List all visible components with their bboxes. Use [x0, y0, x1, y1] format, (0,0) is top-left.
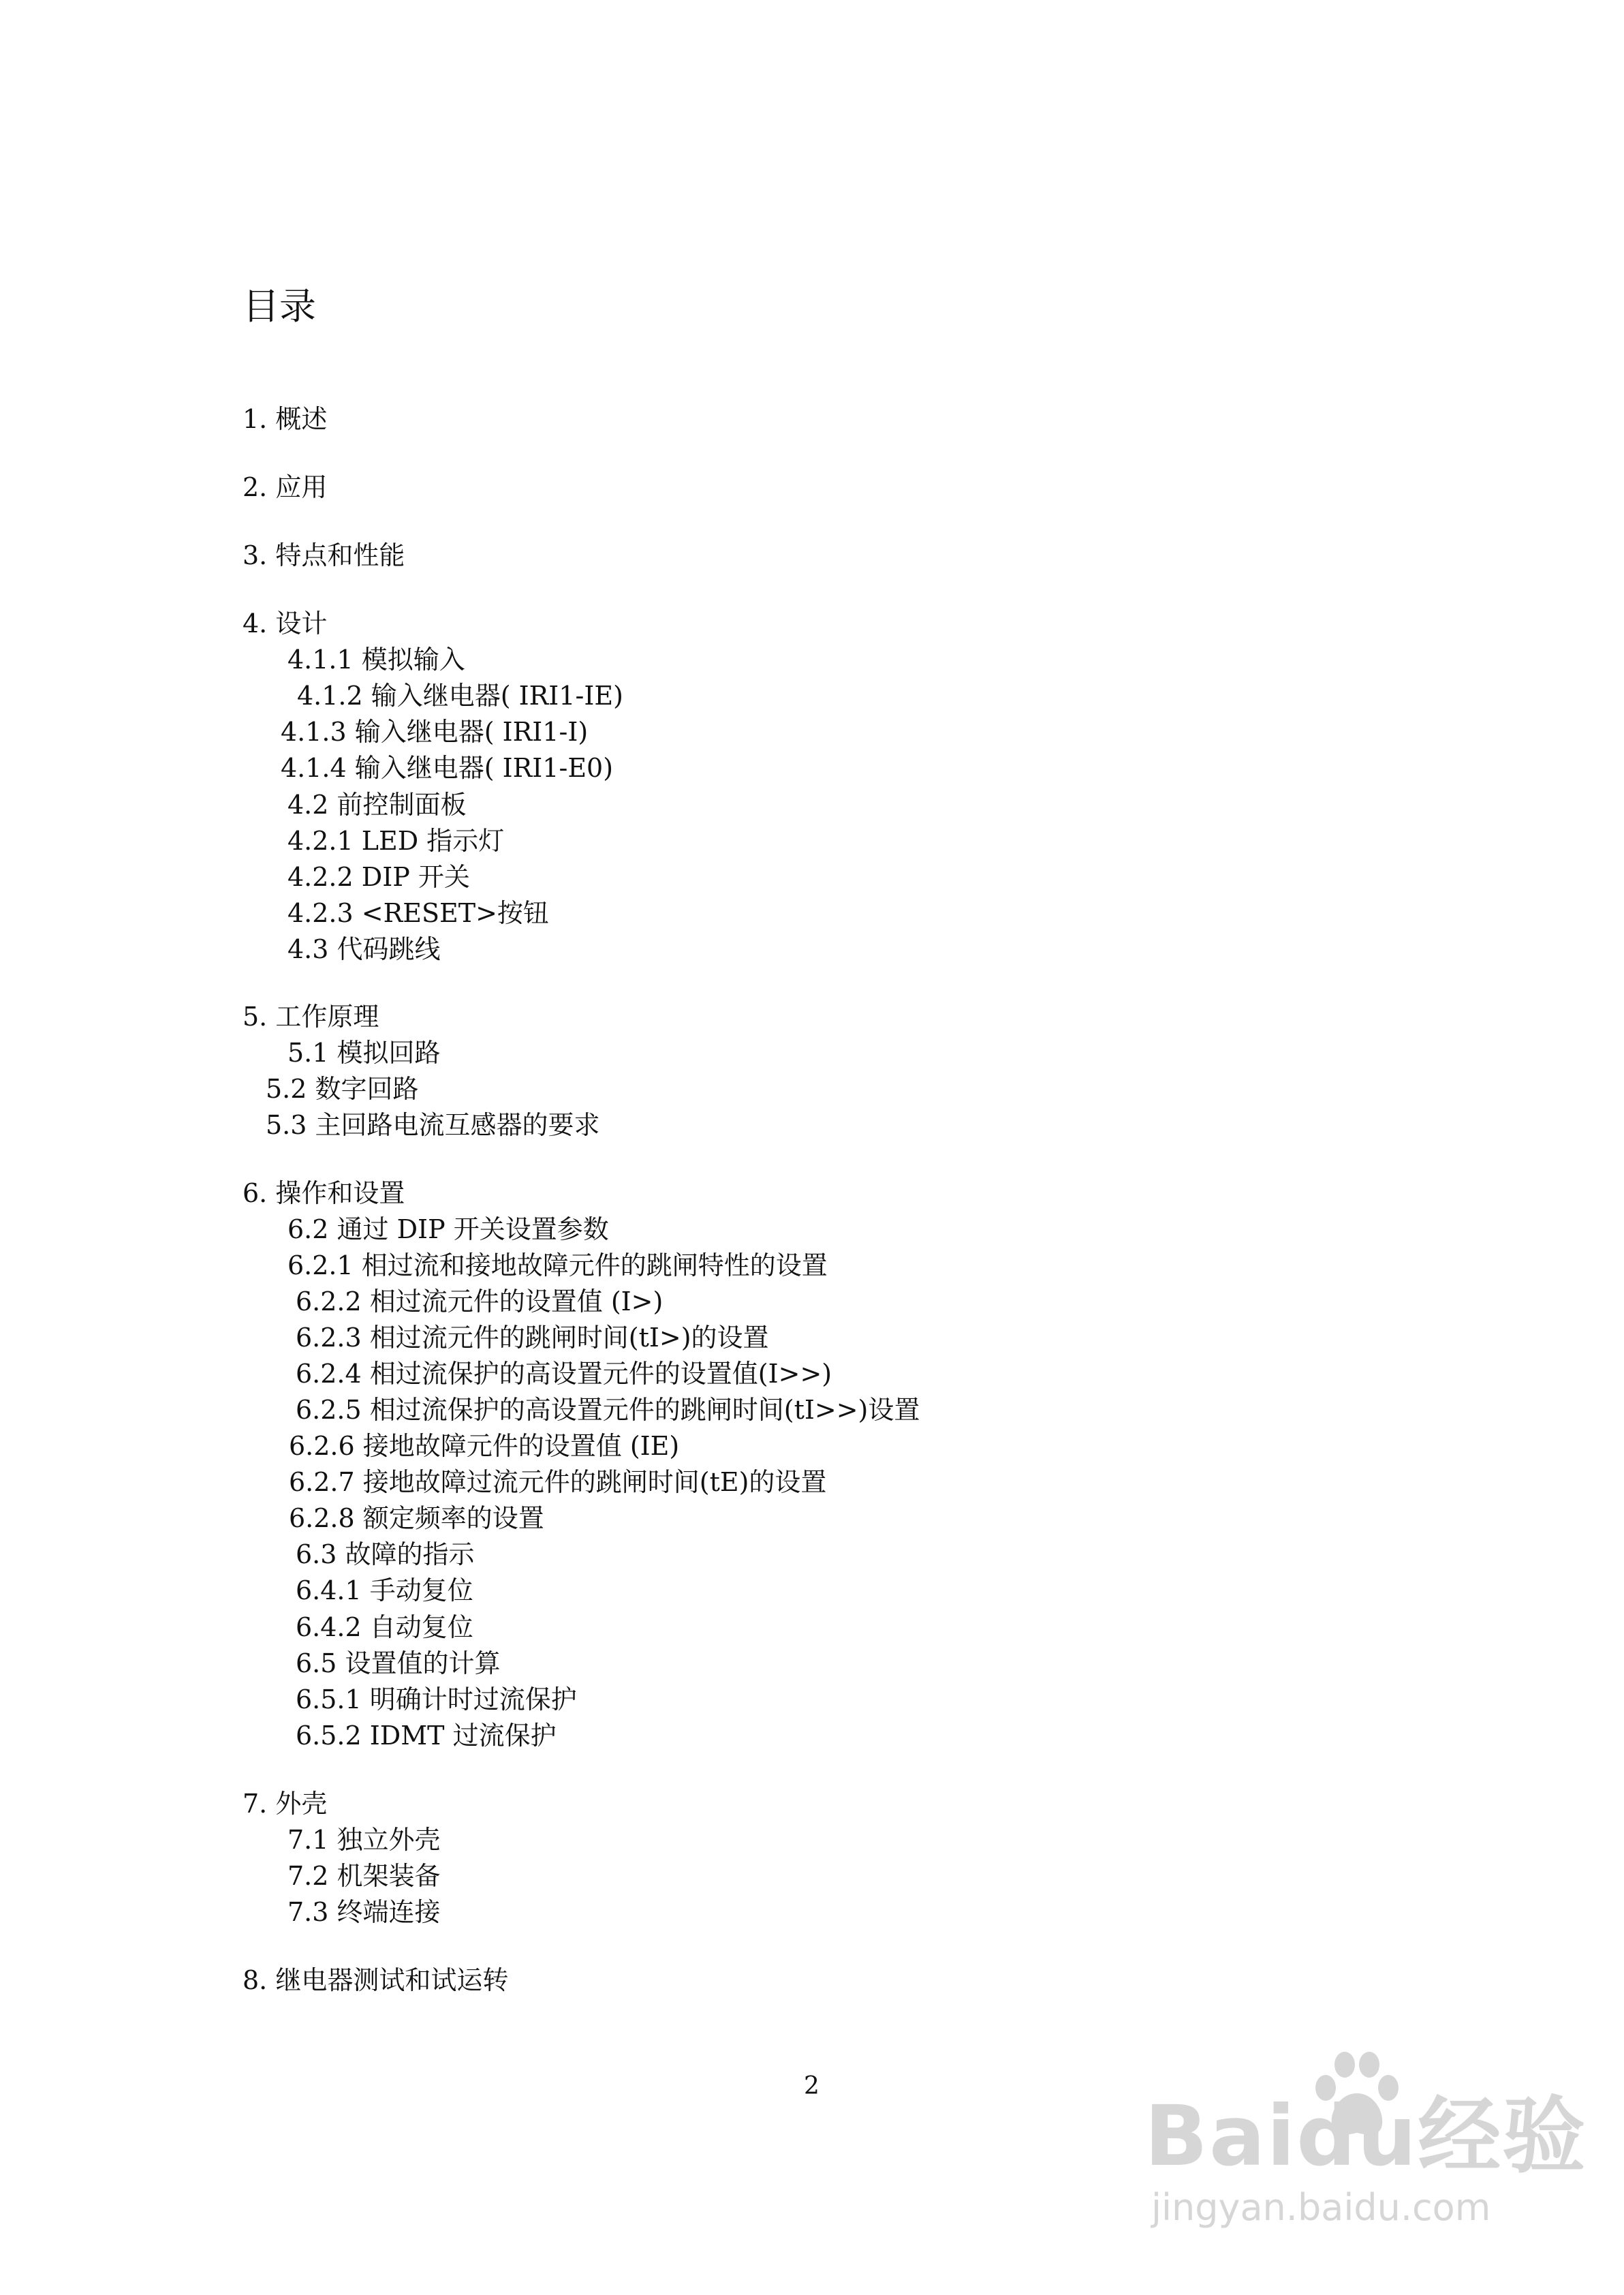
toc-entry-4-2-2: 4.2.2 DIP 开关: [287, 862, 470, 892]
toc-entry-8: 8. 继电器测试和试运转: [243, 1965, 509, 1995]
toc-entry-5-1: 5.1 模拟回路: [287, 1038, 441, 1068]
toc-entry-4-2: 4.2 前控制面板: [287, 790, 467, 820]
toc-entry-6-2-1: 6.2.1 相过流和接地故障元件的跳闸特性的设置: [287, 1250, 828, 1280]
watermark-url: jingyan.baidu.com: [1151, 2186, 1491, 2229]
toc-entry-2: 2. 应用: [243, 472, 328, 502]
watermark-logo: Baidu经验: [1144, 2088, 1587, 2185]
toc-entry-6-4-1: 6.4.1 手动复位: [296, 1575, 473, 1605]
toc-entry-7-3: 7.3 终端连接: [287, 1897, 441, 1927]
toc-entry-6-2: 6.2 通过 DIP 开关设置参数: [287, 1214, 609, 1244]
toc-entry-5-2: 5.2 数字回路: [266, 1074, 419, 1104]
toc-entry-1: 1. 概述: [243, 404, 328, 434]
toc-entry-4-1-4: 4.1.4 输入继电器( IRI1-E0): [281, 753, 614, 783]
toc-entry-4-3: 4.3 代码跳线: [287, 934, 441, 964]
toc-entry-6-2-3: 6.2.3 相过流元件的跳闸时间(tI>)的设置: [296, 1323, 769, 1353]
toc-entry-7-1: 7.1 独立外壳: [287, 1825, 441, 1855]
toc-entry-4: 4. 设计: [243, 609, 328, 638]
toc-entry-6-2-7: 6.2.7 接地故障过流元件的跳闸时间(tE)的设置: [289, 1467, 827, 1497]
toc-entry-4-2-1: 4.2.1 LED 指示灯: [287, 826, 505, 856]
toc-entry-4-1-3: 4.1.3 输入继电器( IRI1-I): [281, 717, 589, 747]
watermark: [1144, 2051, 1587, 2255]
toc-entry-7: 7. 外壳: [243, 1789, 328, 1819]
toc-entry-4-1-1: 4.1.1 模拟输入: [287, 645, 465, 675]
toc-entry-6-4-2: 6.4.2 自动复位: [296, 1612, 473, 1642]
toc-entry-6-2-8: 6.2.8 额定频率的设置: [289, 1503, 544, 1533]
toc-entry-6-2-5: 6.2.5 相过流保护的高设置元件的跳闸时间(tI>>)设置: [296, 1395, 920, 1425]
toc-entry-7-2: 7.2 机架装备: [287, 1861, 441, 1891]
toc-entry-5-3: 5.3 主回路电流互感器的要求: [266, 1110, 600, 1140]
toc-entry-6-2-4: 6.2.4 相过流保护的高设置元件的设置值(I>>): [296, 1359, 832, 1389]
toc-entry-5: 5. 工作原理: [243, 1002, 379, 1032]
toc-entry-6-2-6: 6.2.6 接地故障元件的设置值 (IE): [289, 1431, 680, 1461]
toc-entry-6-5-1: 6.5.1 明确计时过流保护: [296, 1684, 577, 1714]
toc-entry-6-5-2: 6.5.2 IDMT 过流保护: [296, 1721, 557, 1751]
toc-entry-6-2-2: 6.2.2 相过流元件的设置值 (I>): [296, 1287, 663, 1316]
toc-entry-4-1-2: 4.1.2 输入继电器( IRI1-IE): [297, 681, 623, 711]
page-number: 2: [804, 2072, 819, 2100]
toc-entry-6: 6. 操作和设置: [243, 1178, 405, 1208]
toc-entry-6-5: 6.5 设置值的计算: [296, 1648, 501, 1678]
toc-title: 目录: [243, 285, 316, 328]
toc-entry-4-2-3: 4.2.3 <RESET>按钮: [287, 898, 549, 928]
toc-entry-6-3: 6.3 故障的指示: [296, 1539, 475, 1569]
toc-entry-3: 3. 特点和性能: [243, 540, 405, 570]
